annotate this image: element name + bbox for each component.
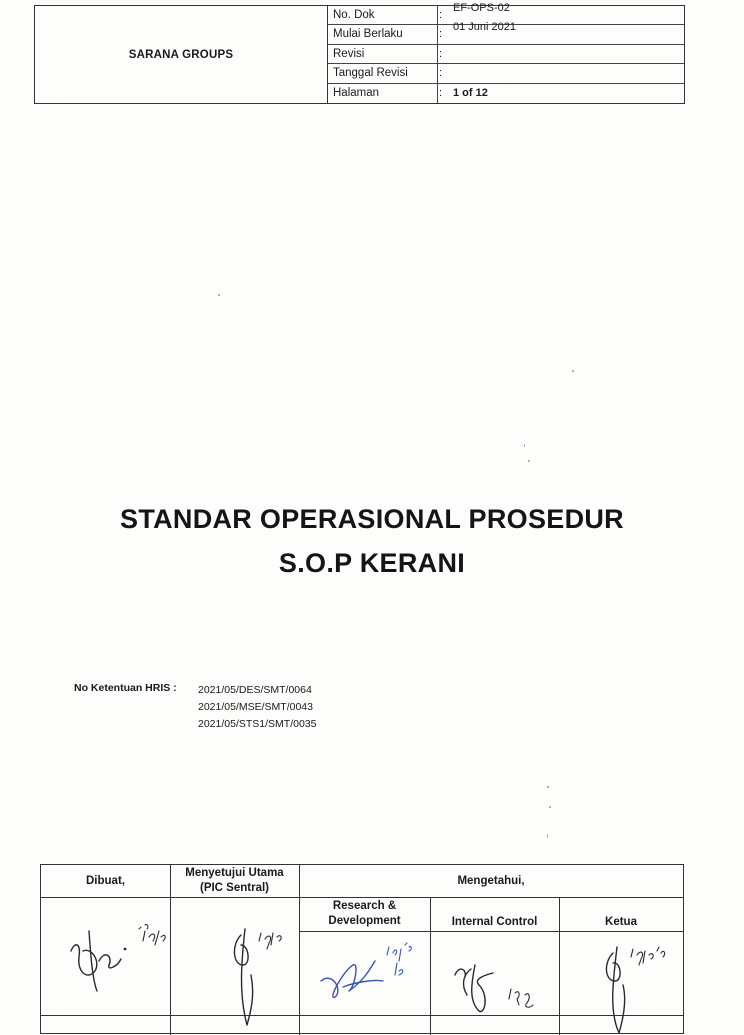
header-row-halaman	[327, 84, 684, 103]
header-row-revisi	[327, 45, 684, 64]
table-divider	[41, 897, 683, 898]
signature-dibuat	[61, 901, 171, 1001]
ketua-header: Ketua	[605, 916, 637, 928]
rnd-header	[299, 899, 430, 929]
signature-ketua	[591, 941, 681, 1035]
menyetujui-line1: Menyetujui Utama	[185, 867, 284, 879]
internal-control-header: Internal Control	[451, 916, 538, 928]
scan-speck	[547, 786, 549, 788]
header-colon: :	[439, 67, 443, 80]
signature-internal-control	[449, 955, 559, 1025]
header-colon: :	[439, 86, 443, 99]
menyetujui-line2: (PIC Sentral)	[199, 882, 269, 894]
header-row-mulai-berlaku	[327, 21, 684, 44]
header-value-no-dok: EF-OPS-02	[453, 2, 510, 14]
company-name: SARANA GROUPS	[35, 6, 328, 103]
signature-menyetujui	[221, 915, 301, 1035]
header-label: Halaman	[327, 84, 438, 103]
hris-label: No Ketentuan HRIS :	[74, 682, 177, 694]
document-title: STANDAR OPERASIONAL PROSEDUR	[120, 504, 624, 534]
table-divider	[41, 1015, 683, 1016]
header-value-halaman: 1 of 12	[453, 86, 488, 99]
header-row-tanggal-revisi	[327, 64, 684, 83]
hris-code: 2021/05/MSE/SMT/0043	[198, 701, 313, 713]
approval-table	[40, 864, 684, 1034]
signature-rnd	[313, 941, 423, 1011]
header-label: Mulai Berlaku	[327, 25, 438, 43]
rnd-line1: Research &	[332, 900, 397, 912]
dibuat-header: Dibuat,	[86, 875, 125, 887]
scan-speck	[549, 806, 551, 808]
header-label: No. Dok	[327, 6, 438, 24]
scan-speck	[572, 370, 574, 372]
header-colon: :	[439, 9, 443, 21]
mengetahui-header: Mengetahui,	[457, 875, 525, 887]
document-header	[34, 2, 685, 104]
header-colon: :	[439, 47, 443, 60]
menyetujui-header	[170, 866, 299, 896]
scan-speck	[218, 294, 220, 296]
scan-speck	[547, 834, 548, 838]
scan-speck	[524, 444, 525, 447]
hris-code: 2021/05/DES/SMT/0064	[198, 684, 312, 696]
hris-code: 2021/05/STS1/SMT/0035	[198, 718, 317, 730]
header-info-rows	[327, 2, 684, 103]
rnd-line2: Development	[328, 915, 401, 927]
hris-code-list	[198, 682, 317, 733]
header-label: Tanggal Revisi	[327, 64, 438, 82]
document-subtitle: S.O.P KERANI	[278, 548, 466, 578]
header-label: Revisi	[327, 45, 438, 63]
header-value-mulai-berlaku: 01 Juni 2021	[453, 21, 516, 34]
header-colon: :	[439, 28, 443, 41]
table-divider	[299, 931, 683, 932]
scan-speck	[528, 460, 530, 462]
